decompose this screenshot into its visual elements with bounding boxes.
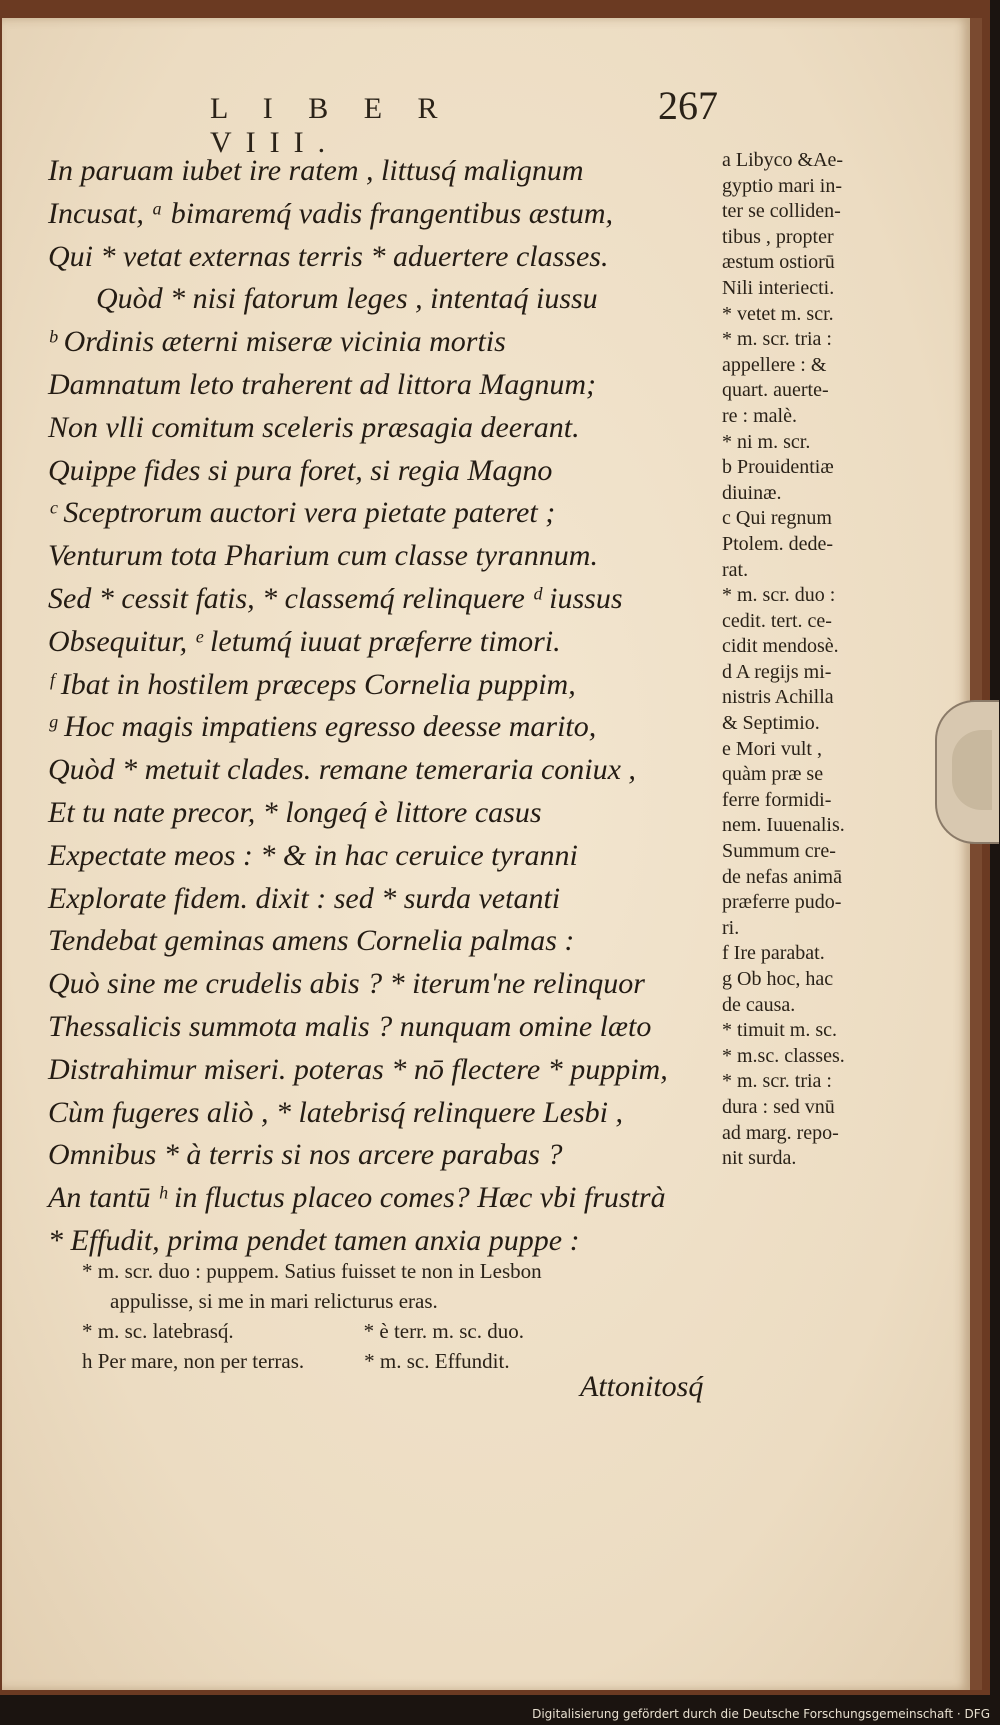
footnote-line: * m. scr. duo : puppem. Satius fuisset te non in Lesbon	[82, 1259, 542, 1283]
margin-note-line: * m.sc. classes.	[722, 1044, 845, 1067]
margin-note-line: * m. scr. tria :	[722, 1070, 832, 1093]
verse-line: Incusat, ᵃ bimaremq́ vadis frangentibus æstum,	[48, 196, 613, 230]
footnote-line: appulisse, si me in mari relicturus eras.	[110, 1289, 438, 1313]
verse-line: In paruam iubet ire ratem , littusq́ malignum	[48, 154, 584, 187]
verse-line: Sed * cessit fatis, * classemq́ relinquere ᵈ iussus	[48, 581, 623, 615]
verse-line: ᶜ Sceptrorum auctori vera pietate pateret ;	[48, 496, 556, 530]
verse-line: Damnatum leto traherent ad littora Magnum;	[48, 367, 597, 401]
footnote-item: h Per mare, non per terras.	[82, 1349, 305, 1373]
margin-note-line: Summum cre-	[722, 840, 836, 863]
verse-line: Et tu nate precor, * longeq́ è littore casus	[48, 795, 542, 829]
footnote-item: * è terr. m. sc. duo.	[363, 1319, 525, 1343]
margin-note-line: ad marg. repo-	[722, 1121, 839, 1144]
verse-line: Quòd * nisi fatorum leges , intentaq́ iussu	[96, 282, 598, 316]
margin-note-line: ter se colliden-	[722, 200, 841, 223]
margin-note-line: * m. scr. tria :	[722, 328, 832, 351]
margin-note-line: rat.	[722, 558, 749, 581]
footnote-item: * m. sc. Effundit.	[364, 1349, 510, 1373]
verse-line: Thessalicis summota malis ? nunquam omine læto	[48, 1009, 652, 1043]
verse-line: Quòd * metuit clades. remane temeraria coniux ,	[48, 753, 636, 787]
margin-note-line: d A regijs mi-	[722, 660, 832, 683]
margin-note-line: * timuit m. sc.	[722, 1019, 837, 1042]
catchword: Attonitosq́	[580, 1370, 704, 1403]
page-edge	[970, 18, 982, 1690]
margin-note-line: f Ire parabat.	[722, 942, 825, 965]
margin-note-line: præferre pudo-	[722, 891, 842, 914]
verse-line: Venturum tota Pharium cum classe tyrannum.	[48, 539, 598, 573]
margin-note-line: quàm præ se	[722, 763, 824, 786]
margin-note-line: æstum ostiorū	[722, 251, 835, 274]
margin-note-line: ferre formidi-	[722, 788, 832, 811]
footnotes	[82, 1256, 782, 1376]
page-number: 267	[658, 83, 718, 128]
digitization-credit: Digitalisierung gefördert durch die Deutsche Forschungsgemeinschaft · DFG	[528, 1705, 994, 1723]
margin-note-line: dura : sed vnū	[722, 1095, 835, 1118]
verse-line: Qui * vetat externas terris * aduertere classes.	[48, 239, 609, 273]
margin-note-line: appellere : &	[722, 353, 827, 376]
margin-note-line: nit surda.	[722, 1147, 797, 1170]
margin-note-line: nistris Achilla	[722, 686, 834, 709]
verse-line: ᵍ Hoc magis impatiens egresso deesse marito,	[48, 710, 597, 744]
verse-line: Expectate meos : * & in hac ceruice tyranni	[48, 838, 578, 872]
margin-note-line: * ni m. scr.	[722, 430, 811, 453]
verse-line: Quippe fides si pura foret, si regia Magno	[48, 453, 553, 487]
verse-line: * Effudit, prima pendet tamen anxia puppe :	[48, 1223, 580, 1257]
margin-note-line: * m. scr. duo :	[722, 584, 836, 607]
verse-line: ᵇ Ordinis æterni miseræ vicinia mortis	[48, 325, 506, 359]
margin-note-line: tibus , propter	[722, 225, 834, 248]
margin-note-line: gyptio mari in-	[722, 174, 842, 197]
verse-line: Cùm fugeres aliò , * latebrisq́ relinquere Lesbi ,	[48, 1095, 623, 1129]
margin-note-line: * vetet m. scr.	[722, 302, 834, 325]
margin-note-line: c Qui regnum	[722, 507, 832, 530]
margin-note-line: b Prouidentiæ	[722, 456, 834, 479]
verse-line: ᶠ Ibat in hostilem præceps Cornelia puppim,	[48, 667, 576, 701]
margin-note-line: e Mori vult ,	[722, 737, 822, 760]
margin-note-line: de nefas animā	[722, 865, 842, 888]
running-head: L I B E R VIII.	[210, 92, 452, 159]
clasp-inner-icon	[952, 730, 992, 810]
margin-note-line: diuinæ.	[722, 481, 782, 504]
verse-line: An tantū ʰ in fluctus placeo comes? Hæc vbi frustrà	[48, 1181, 666, 1215]
margin-note-line: g Ob hoc, hac	[722, 968, 834, 990]
margin-note-line: cedit. tert. ce-	[722, 609, 832, 632]
verse-line: Non vlli comitum sceleris præsagia deerant.	[48, 410, 580, 444]
margin-note-line: cidit mendosè.	[722, 635, 839, 658]
footnote-item: * m. sc. latebrasq́.	[82, 1319, 234, 1343]
verse-line: Tendebat geminas amens Cornelia palmas :	[48, 924, 575, 958]
margin-note-line: & Septimio.	[722, 712, 820, 735]
verse-line: Omnibus * à terris si nos arcere parabas ?	[48, 1138, 563, 1172]
margin-notes	[722, 148, 902, 1172]
verse-line: Distrahimur miseri. poteras * nō flectere * puppim,	[48, 1052, 668, 1086]
margin-note-line: Nili interiecti.	[722, 276, 835, 299]
verse-line: Obsequitur, ᵉ letumq́ iuuat præferre timori.	[48, 624, 561, 658]
verse-text	[48, 150, 738, 1263]
margin-note-line: de causa.	[722, 993, 796, 1016]
margin-note-line: a Libyco &Ae-	[722, 149, 844, 171]
verse-line: Explorate fidem. dixit : sed * surda vetanti	[48, 881, 561, 915]
footnote-row	[82, 1316, 782, 1346]
margin-note-line: ri.	[722, 916, 740, 939]
verse-line: Quò sine me crudelis abis ? * iterum'ne relinquor	[48, 967, 645, 1001]
margin-note-line: re : malè.	[722, 404, 797, 427]
margin-note-line: Ptolem. dede-	[722, 532, 834, 555]
margin-note-line: quart. auerte-	[722, 379, 829, 402]
margin-note-line: nem. Iuuenalis.	[722, 814, 845, 837]
